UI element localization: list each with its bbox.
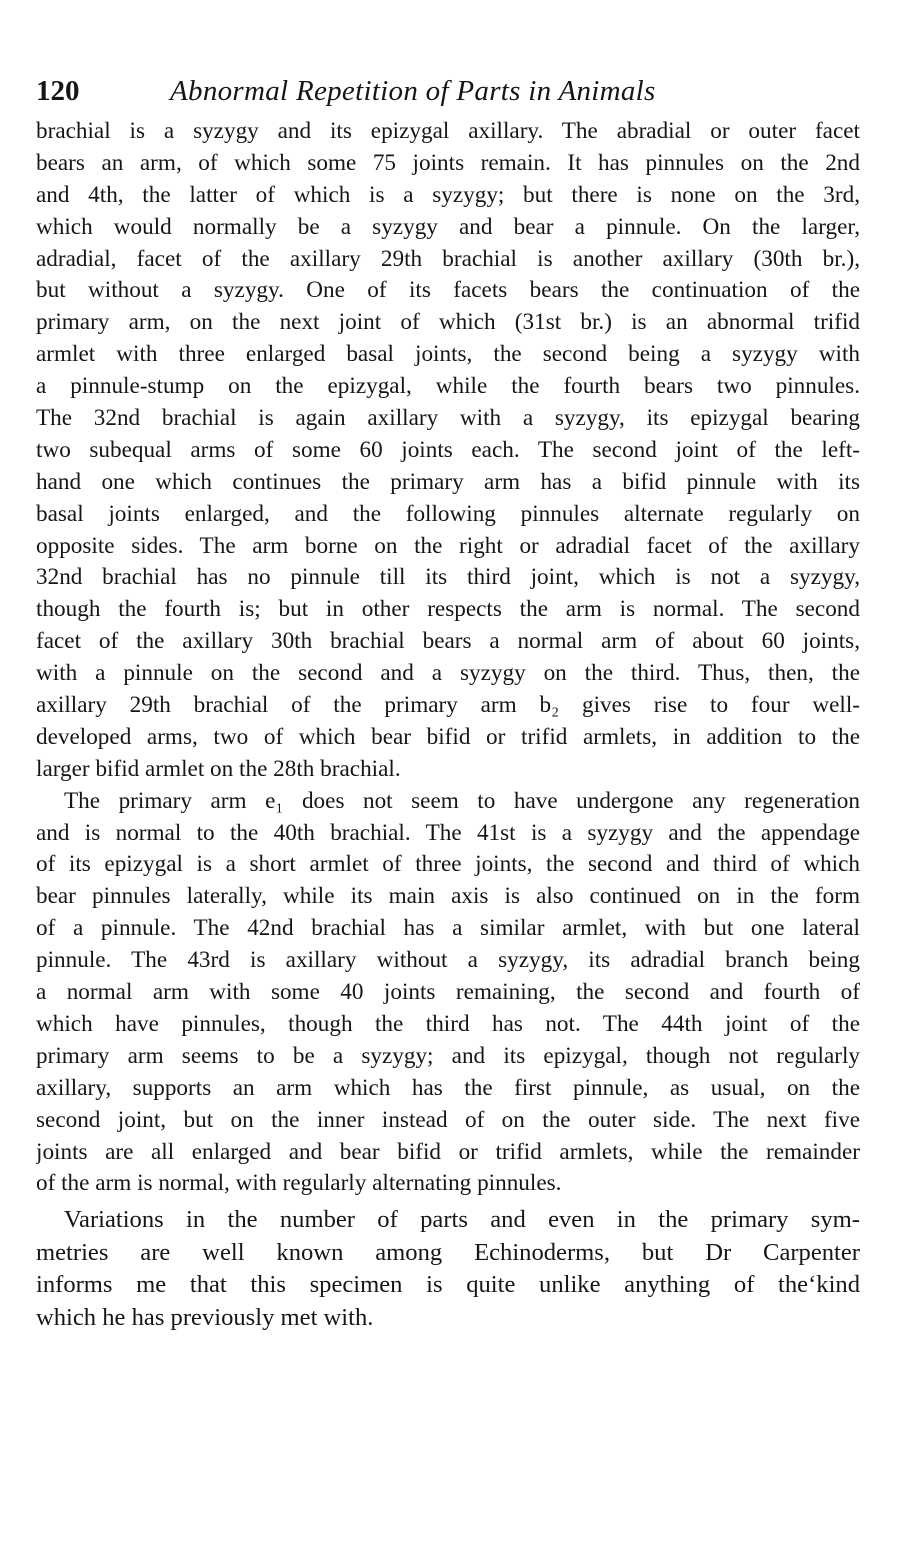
text-line: which he has previously met with. (36, 1303, 374, 1331)
text-line: two subequal arms of some 60 joints each. The second joint of the left- (36, 436, 860, 463)
text-line: armlet with three enlarged basal joints, the second being a syzygy with (36, 341, 860, 368)
text-line: basal joints enlarged, and the following pinnules alternate regularly on (36, 500, 860, 527)
text-line: bear pinnules laterally, while its main axis is also continued on in the form (36, 883, 860, 910)
text-line: The 32nd brachial is again axillary with a syzygy, its epizygal bearing (36, 405, 860, 432)
text-line: facet of the axillary 30th brachial bears a normal arm of about 60 joints, (36, 628, 860, 655)
text-line: bears an arm, of which some 75 joints remain. It has pinnules on the 2nd (36, 149, 860, 176)
text-line: joints are all enlarged and bear bifid or trifid armlets, while the remainder (36, 1138, 860, 1165)
text-line: though the fourth is; but in other respects the arm is normal. The second (36, 596, 860, 623)
text-line: adradial, facet of the axillary 29th brachial is another axillary (30th br.), (36, 245, 860, 272)
paragraph-3 (36, 1204, 860, 1334)
book-page (36, 66, 860, 1334)
text-line: opposite sides. The arm borne on the right or adradial facet of the axillary (36, 532, 860, 559)
text-line: second joint, but on the inner instead of on the outer side. The next five (36, 1106, 860, 1133)
text-line: axillary, supports an arm which has the first pinnule, as usual, on the (36, 1074, 860, 1101)
text-line: larger bifid armlet on the 28th brachial. (36, 755, 401, 782)
text-line: a normal arm with some 40 joints remaining, the second and fourth of (36, 979, 860, 1006)
text-line: of the arm is normal, with regularly alternating pinnules. (36, 1170, 562, 1197)
text-line: informs me that this specimen is quite unlike anything of the‘kind (36, 1271, 860, 1299)
text-line: developed arms, two of which bear bifid or trifid armlets, in addition to the (36, 723, 860, 750)
text-line: primary arm seems to be a syzygy; and its epizygal, though not regularly (36, 1042, 860, 1069)
page-number: 120 (36, 75, 80, 107)
text-line: but without a syzygy. One of its facets bears the continuation of the (36, 277, 860, 304)
paragraph-2 (36, 786, 860, 1201)
text-line: primary arm, on the next joint of which (31st br.) is an abnormal trifid (36, 309, 860, 336)
running-head (36, 66, 860, 116)
text-line: metries are well known among Echinoderms, but Dr Carpenter (36, 1238, 860, 1266)
text-line: which would normally be a syzygy and bear a pinnule. On the larger, (36, 213, 860, 240)
running-title: Abnormal Repetition of Parts in Animals (170, 75, 656, 107)
text-line: brachial is a syzygy and its epizygal axillary. The abradial or outer facet (36, 118, 860, 144)
text-line: which have pinnules, though the third has not. The 44th joint of the (36, 1010, 860, 1037)
text-line: with a pinnule on the second and a syzygy on the third. Thus, then, the (36, 660, 860, 687)
text-line: of its epizygal is a short armlet of three joints, the second and third of which (36, 851, 860, 878)
text-line: Variations in the number of parts and even in the primary sym- (64, 1206, 860, 1234)
text-line: a pinnule-stump on the epizygal, while the fourth bears two pinnules. (36, 373, 860, 400)
text-line: pinnule. The 43rd is axillary without a syzygy, its adradial branch being (36, 947, 860, 974)
text-line: and is normal to the 40th brachial. The 41st is a syzygy and the appendage (36, 819, 860, 846)
text-line: of a pinnule. The 42nd brachial has a similar armlet, with but one lateral (36, 915, 860, 942)
text-line: 32nd brachial has no pinnule till its third joint, which is not a syzygy, (36, 564, 860, 591)
text-line: hand one which continues the primary arm has a bifid pinnule with its (36, 468, 860, 495)
text-line: The primary arm e₁ does not seem to have undergone any regeneration (64, 787, 860, 814)
text-line: and 4th, the latter of which is a syzygy; but there is none on the 3rd, (36, 181, 860, 208)
paragraph-1 (36, 116, 860, 786)
text-line: axillary 29th brachial of the primary arm b₂ gives rise to four well- (36, 692, 860, 719)
